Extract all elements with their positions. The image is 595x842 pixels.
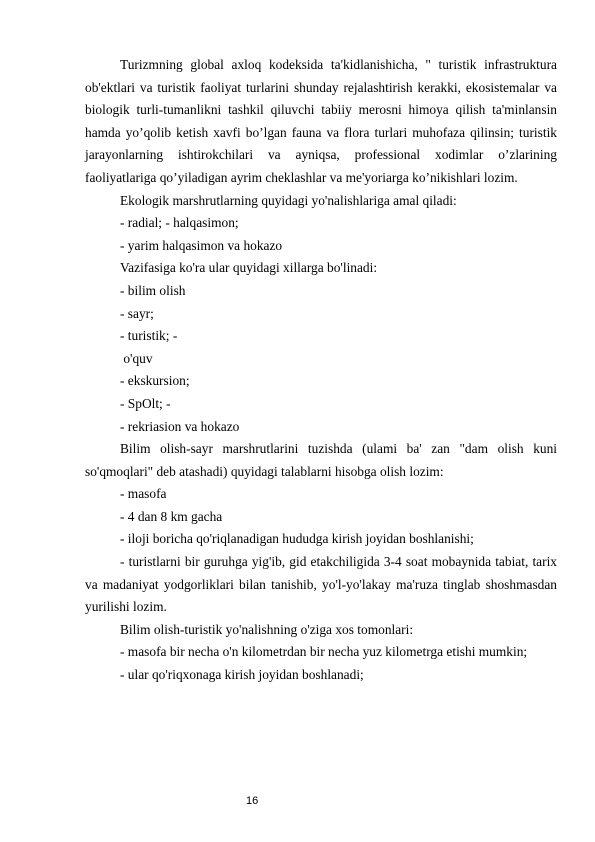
list-item: - iloji boricha qo'riqlanadigan hududga kirish joyidan boshlanishi;	[120, 531, 474, 547]
list-item: - 4 dan 8 km gacha	[120, 508, 223, 524]
paragraph-route-requirements: Bilim olish-sayr marshrutlarini tuzishda (ulami ba' zan "dam olish kuni so'qmoqlari" deb atashadi) quyidagi talablarni hisobga olish lozim:	[85, 441, 557, 479]
paragraph-group-guide: - turistlarni bir guruhga yig'ib, gid etakchiligida 3-4 soat mobaynida tabiat, tarix va madaniyat yodgorliklari bilan tanishib, yo'l-yo'lakay ma'ruza tinglab shoshmasdan yurilishi lozim.	[85, 554, 557, 615]
paragraph-ecological-routes: Ekologik marshrutlarning quyidagi yo'nalishlariga amal qiladi:	[120, 192, 457, 208]
list-item: o'quv	[120, 350, 153, 366]
document-body	[85, 54, 557, 687]
list-item: - rekriasion va hokazo	[120, 418, 240, 434]
list-item: - masofa bir necha o'n kilometrdan bir necha yuz kilometrga etishi mumkin;	[120, 644, 528, 660]
list-item: - sayr;	[120, 305, 154, 321]
list-item: - radial; - halqasimon;	[120, 215, 239, 231]
list-item: - ekskursion;	[120, 373, 190, 389]
list-item: - masofa	[120, 486, 167, 502]
paragraph-tourist-direction: Bilim olish-turistik yo'nalishning o'ziga xos tomonlari:	[120, 621, 414, 637]
paragraph-by-purpose: Vazifasiga ko'ra ular quyidagi xillarga bo'linadi:	[120, 260, 378, 276]
paragraph-global-ethics-code: Turizmning global axloq kodeksida ta'kidlanishicha, " turistik infrastruktura ob'ektlari va turistik faoliyat turlarini shunday rejalashtirish kerakki, ekosistemalar va biologik turli-tumanlikni tashkil qiluvchi tabiiy merosni himoya qilish ta'minlansin hamda yo’qolib ketish xavfi bo’lgan fauna va flora turlari muhofaza qilinsin; turistik jarayonlarning ishtirokchilari va ayniqsa, professional xodimlar o’zlarining faoliyatlariga qo’yiladigan ayrim cheklashlar va me'yoriarga ko’nikishlari lozim.	[85, 57, 557, 185]
list-item: - yarim halqasimon va hokazo	[120, 237, 283, 253]
list-item: - bilim olish	[120, 282, 186, 298]
page-number: 16	[246, 795, 259, 807]
list-item: - SpOlt; -	[120, 395, 171, 411]
list-item: - turistik; -	[120, 328, 178, 344]
list-item: - ular qo'riqxonaga kirish joyidan boshlanadi;	[120, 667, 364, 683]
